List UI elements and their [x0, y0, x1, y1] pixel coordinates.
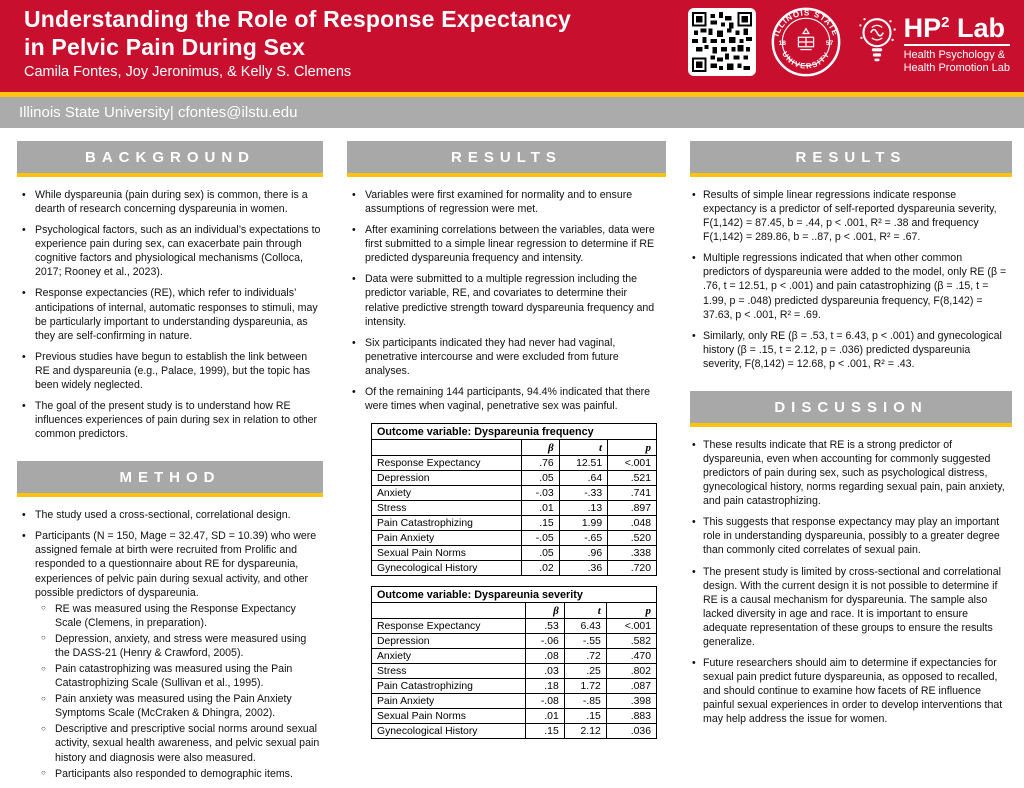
column-middle: [347, 141, 666, 788]
table-row: [372, 456, 657, 471]
table-cell: .338: [608, 546, 657, 561]
table-cell: .64: [559, 471, 607, 486]
table-cell: .72: [564, 649, 606, 664]
method-body: [17, 497, 323, 780]
severity-table-wrap: [371, 586, 660, 739]
table-cell: .720: [608, 561, 657, 576]
sub-bullet-item: ○ Pain anxiety was measured using the Pain Anxiety Symptoms Scale (McCraken & Dhingra, 2002).: [41, 692, 321, 720]
lightbulb-brain-icon: [856, 15, 898, 69]
table-cell: 2.12: [564, 724, 606, 739]
table-cell: .897: [608, 501, 657, 516]
dyspareunia-frequency-table: [371, 423, 657, 576]
bullet-item: • The goal of the present study is to understand how RE influences experiences of pain during sex in relation to other common predictors.: [19, 399, 321, 441]
table-cell: .398: [606, 694, 656, 709]
table-cell: .01: [525, 709, 564, 724]
table-row-label: Gynecological History: [372, 724, 526, 739]
bullet-item: • The study used a cross-sectional, correlational design.: [19, 508, 321, 522]
results-mid-bullet-list: [349, 188, 664, 413]
bullet-item: • Six participants indicated they had never had vaginal, penetrative intercourse and were excluded from future analyses.: [349, 336, 664, 378]
table-row: [372, 649, 657, 664]
table-cell: .02: [521, 561, 559, 576]
table-row-label: Stress: [372, 664, 526, 679]
bullet-item: • This suggests that response expectancy may play an important role in understanding dyspareunia, possibly to a greater degree than commonly cited correlates of sexual pain.: [692, 515, 1010, 557]
table-cell: .01: [521, 501, 559, 516]
bullet-item: • Psychological factors, such as an individual’s expectations to experience pain during sex, can exacerbate pain through cognitive factors and physiological mechanisms (Colloca, 2017; Rooney et al., 2023).: [19, 223, 321, 279]
table-row-label: Depression: [372, 634, 526, 649]
bullet-item: • Future researchers should aim to determine if expectancies for sexual pain predict future dyspareunia, as opposed to recalled, and should continue to examine how facets of RE influence painful sexual experiences in order to develop interventions that may help address the issue for women.: [692, 656, 1010, 726]
table-header-cell: β: [525, 603, 564, 619]
table-cell: .36: [559, 561, 607, 576]
discussion-body: [690, 427, 1012, 726]
table-cell: 1.99: [559, 516, 607, 531]
table-cell: .05: [521, 546, 559, 561]
bullet-item: • After examining correlations between the variables, data were first submitted to a simple linear regression to determine if RE predicted dyspareunia frequency and intensity.: [349, 223, 664, 265]
table-row-label: Pain Anxiety: [372, 694, 526, 709]
title-line-1: Understanding the Role of Response Expectancy: [24, 6, 572, 32]
table-cell: -.05: [521, 531, 559, 546]
lab-subtitle: Health Psychology & Health Promotion Lab: [903, 49, 1010, 74]
table-cell: .76: [521, 456, 559, 471]
results-mid-body: [347, 177, 666, 413]
table-row: [372, 516, 657, 531]
bullet-item: • Data were submitted to a multiple regression including the predictor variable, RE, and covariates to determine their relative predictive strength toward dyspareunia frequency and intensity.: [349, 272, 664, 328]
table-cell: .582: [606, 634, 656, 649]
bullet-item: • Variables were first examined for normality and to ensure assumptions of regression were met.: [349, 188, 664, 216]
table-header-empty: [372, 440, 522, 456]
table-row-label: Pain Anxiety: [372, 531, 522, 546]
poster-header: [0, 0, 1024, 92]
table-row-label: Response Expectancy: [372, 456, 522, 471]
authors: Camila Fontes, Joy Jeronimus, & Kelly S. Clemens: [24, 64, 352, 80]
bullet-item: • Similarly, only RE (β = .53, t = 6.43, p < .001) and gynecological history (β = .15, t = 2.12, p = .036) predicted dyspareunia severity, F(8,142) = 12.68, p < .001, R² = .43.: [692, 329, 1010, 371]
table-row: [372, 679, 657, 694]
table-cell: <.001: [606, 619, 656, 634]
table-row: [372, 546, 657, 561]
table-cell: .15: [525, 724, 564, 739]
table-row-label: Response Expectancy: [372, 619, 526, 634]
table-header-cell: t: [564, 603, 606, 619]
dyspareunia-severity-table: [371, 586, 657, 739]
table-header-cell: β: [521, 440, 559, 456]
table-row-label: Anxiety: [372, 649, 526, 664]
poster-title: [24, 5, 571, 61]
table-cell: .96: [559, 546, 607, 561]
svg-text:ILLINOIS STATE: ILLINOIS STATE: [771, 8, 840, 38]
table-row-label: Gynecological History: [372, 561, 522, 576]
background-body: [17, 177, 323, 441]
table-title: Outcome variable: Dyspareunia frequency: [372, 424, 657, 440]
table-cell: .520: [608, 531, 657, 546]
lab-name: $HP^2$ Lab: [904, 9, 1010, 46]
table-cell: -.33: [559, 486, 607, 501]
table-title: Outcome variable: Dyspareunia severity: [372, 587, 657, 603]
bullet-item: • Of the remaining 144 participants, 94.4% indicated that there were times when vaginal, penetrative sex was painful.: [349, 385, 664, 413]
section-heading-method: METHOD: [17, 461, 323, 497]
bullet-item: • While dyspareunia (pain during sex) is common, there is a dearth of research concerning dyspareunia in women.: [19, 188, 321, 216]
frequency-table-wrap: [371, 423, 660, 576]
table-cell: .036: [606, 724, 656, 739]
table-cell: .741: [608, 486, 657, 501]
poster-body: [0, 128, 1024, 788]
header-logos: [688, 6, 1010, 78]
column-right: [690, 141, 1012, 788]
table-row: [372, 664, 657, 679]
sub-bullet-item: ○ RE was measured using the Response Expectancy Scale (Clemens, in preparation).: [41, 602, 321, 630]
sub-bullet-list: [41, 602, 321, 781]
sub-bullet-item: ○ Participants also responded to demographic items.: [41, 767, 321, 781]
qr-code-icon: [688, 8, 756, 76]
table-row: [372, 724, 657, 739]
table-cell: .048: [608, 516, 657, 531]
table-cell: .08: [525, 649, 564, 664]
table-row: [372, 709, 657, 724]
table-cell: 12.51: [559, 456, 607, 471]
table-header-cell: t: [559, 440, 607, 456]
bullet-item: • Multiple regressions indicated that when other common predictors of dyspareunia were added to the model, only RE (β = .76, t = 12.51, p < .001) and pain catastrophizing (β = .15, t = 1.99, p = .048) predicted dyspareunia frequency, F(8,142) = 37.63, p < .001, R² = .69.: [692, 251, 1010, 321]
table-row-label: Stress: [372, 501, 522, 516]
hp2-lab-logo: [856, 9, 1010, 75]
university-seal-icon: [770, 6, 842, 78]
table-cell: .15: [521, 516, 559, 531]
table-row-label: Sexual Pain Norms: [372, 546, 522, 561]
section-heading-background: BACKGROUND: [17, 141, 323, 177]
method-bullet-list: [19, 508, 321, 780]
bullet-item: • These results indicate that RE is a strong predictor of dyspareunia, even when accounting for commonly suggested predictors of pain during sex, such as psychological distress, gynecological history, norms regarding sexual pain, pain anxiety, and pain catastrophizing.: [692, 438, 1010, 508]
table-cell: .53: [525, 619, 564, 634]
table-cell: <.001: [608, 456, 657, 471]
table-cell: .470: [606, 649, 656, 664]
table-row-label: Anxiety: [372, 486, 522, 501]
table-row-label: Pain Catastrophizing: [372, 516, 522, 531]
table-cell: .18: [525, 679, 564, 694]
section-heading-discussion: DISCUSSION: [690, 391, 1012, 427]
table-row-label: Sexual Pain Norms: [372, 709, 526, 724]
table-cell: -.06: [525, 634, 564, 649]
table-row: [372, 501, 657, 516]
table-header-cell: p: [606, 603, 656, 619]
table-cell: -.85: [564, 694, 606, 709]
section-heading-results-right: RESULTS: [690, 141, 1012, 177]
table-cell: -.65: [559, 531, 607, 546]
table-cell: .883: [606, 709, 656, 724]
table-cell: .05: [521, 471, 559, 486]
svg-text:57: 57: [825, 39, 833, 47]
bullet-item: • Results of simple linear regressions indicate response expectancy is a predictor of self-reported dyspareunia severity, F(1,142) = 87.45, b = .44, p < .001, R² = .38 and frequency F(1,142) = 289.86, b = ..87, p < .001, R² = .67.: [692, 188, 1010, 244]
table-row: [372, 694, 657, 709]
column-left: [17, 141, 323, 788]
table-row: [372, 561, 657, 576]
sub-bullet-item: ○ Depression, anxiety, and stress were measured using the DASS-21 (Henry & Crawford, 2005).: [41, 632, 321, 660]
table-cell: .13: [559, 501, 607, 516]
table-cell: .03: [525, 664, 564, 679]
results-right-bullet-list: [692, 188, 1010, 371]
sub-bullet-item: ○ Descriptive and prescriptive social norms around sexual activity, sexual health awareness, and pelvic sexual pain history and diagnosis were also measured.: [41, 722, 321, 764]
table-row: [372, 531, 657, 546]
table-cell: .521: [608, 471, 657, 486]
table-cell: 6.43: [564, 619, 606, 634]
table-cell: .15: [564, 709, 606, 724]
table-cell: 1.72: [564, 679, 606, 694]
section-heading-results-mid: RESULTS: [347, 141, 666, 177]
table-cell: .802: [606, 664, 656, 679]
table-row-label: Depression: [372, 471, 522, 486]
results-right-body: [690, 177, 1012, 371]
table-cell: .25: [564, 664, 606, 679]
discussion-bullet-list: [692, 438, 1010, 726]
background-bullet-list: [19, 188, 321, 441]
svg-text:18: 18: [778, 39, 786, 47]
table-cell: -.55: [564, 634, 606, 649]
table-header-empty: [372, 603, 526, 619]
title-line-2: in Pelvic Pain During Sex: [24, 34, 306, 60]
affiliation-bar: Illinois State University| cfontes@ilstu.edu: [0, 97, 1024, 128]
table-cell: -.03: [521, 486, 559, 501]
table-row: [372, 634, 657, 649]
svg-text:UNIVERSITY: UNIVERSITY: [779, 49, 832, 71]
table-header-cell: p: [608, 440, 657, 456]
bullet-item: • Previous studies have begun to establish the link between RE and dyspareunia (e.g., Palace, 1999), but the topic has been widely neglected.: [19, 350, 321, 392]
table-row: [372, 471, 657, 486]
sub-bullet-item: ○ Pain catastrophizing was measured using the Pain Catastrophizing Scale (Sullivan et al., 1995).: [41, 662, 321, 690]
bullet-item: • Response expectancies (RE), which refer to individuals’ anticipations of internal, automatic responses to stimuli, may be particularly important to understanding dyspareunia, as they are self-confirming in nature.: [19, 286, 321, 342]
table-cell: .087: [606, 679, 656, 694]
table-row-label: Pain Catastrophizing: [372, 679, 526, 694]
bullet-item: • The present study is limited by cross-sectional and correlational design. With the current design it is not possible to determine if RE is a causal mechanism for dyspareunia. The sample also lacked diversity in age and race. It is important to ensure adequate representation of these groups to ensure the results generalize.: [692, 565, 1010, 649]
bullet-item: • Participants (N = 150, Mage = 32.47, SD = 10.39) who were assigned female at birth were recruited from Prolific and responded to a questionnaire about RE for dyspareunia, experiences of pelvic pain during sexual activity, and other possible predictors of dyspareunia. ○ RE was measured using the Response Expectancy Scale (Clemens, in preparation). ○ Depression, anxiety, and stress were measured using the DASS-21 (Henry & Crawford, 2005). ○ Pain catastrophizing was measured using the Pain Catastrophizing Scale (Sullivan et al., 1995). ○ Pain anxiety was measured using the Pain Anxiety Symptoms Scale (McCraken & Dhingra, 2002). ○ Descriptive and prescriptive social norms around sexual activity, sexual health awareness, and pelvic sexual pain history and diagnosis were also measured. ○ Participants also responded to demographic items.: [19, 529, 321, 780]
table-row: [372, 486, 657, 501]
table-row: [372, 619, 657, 634]
table-cell: -.08: [525, 694, 564, 709]
